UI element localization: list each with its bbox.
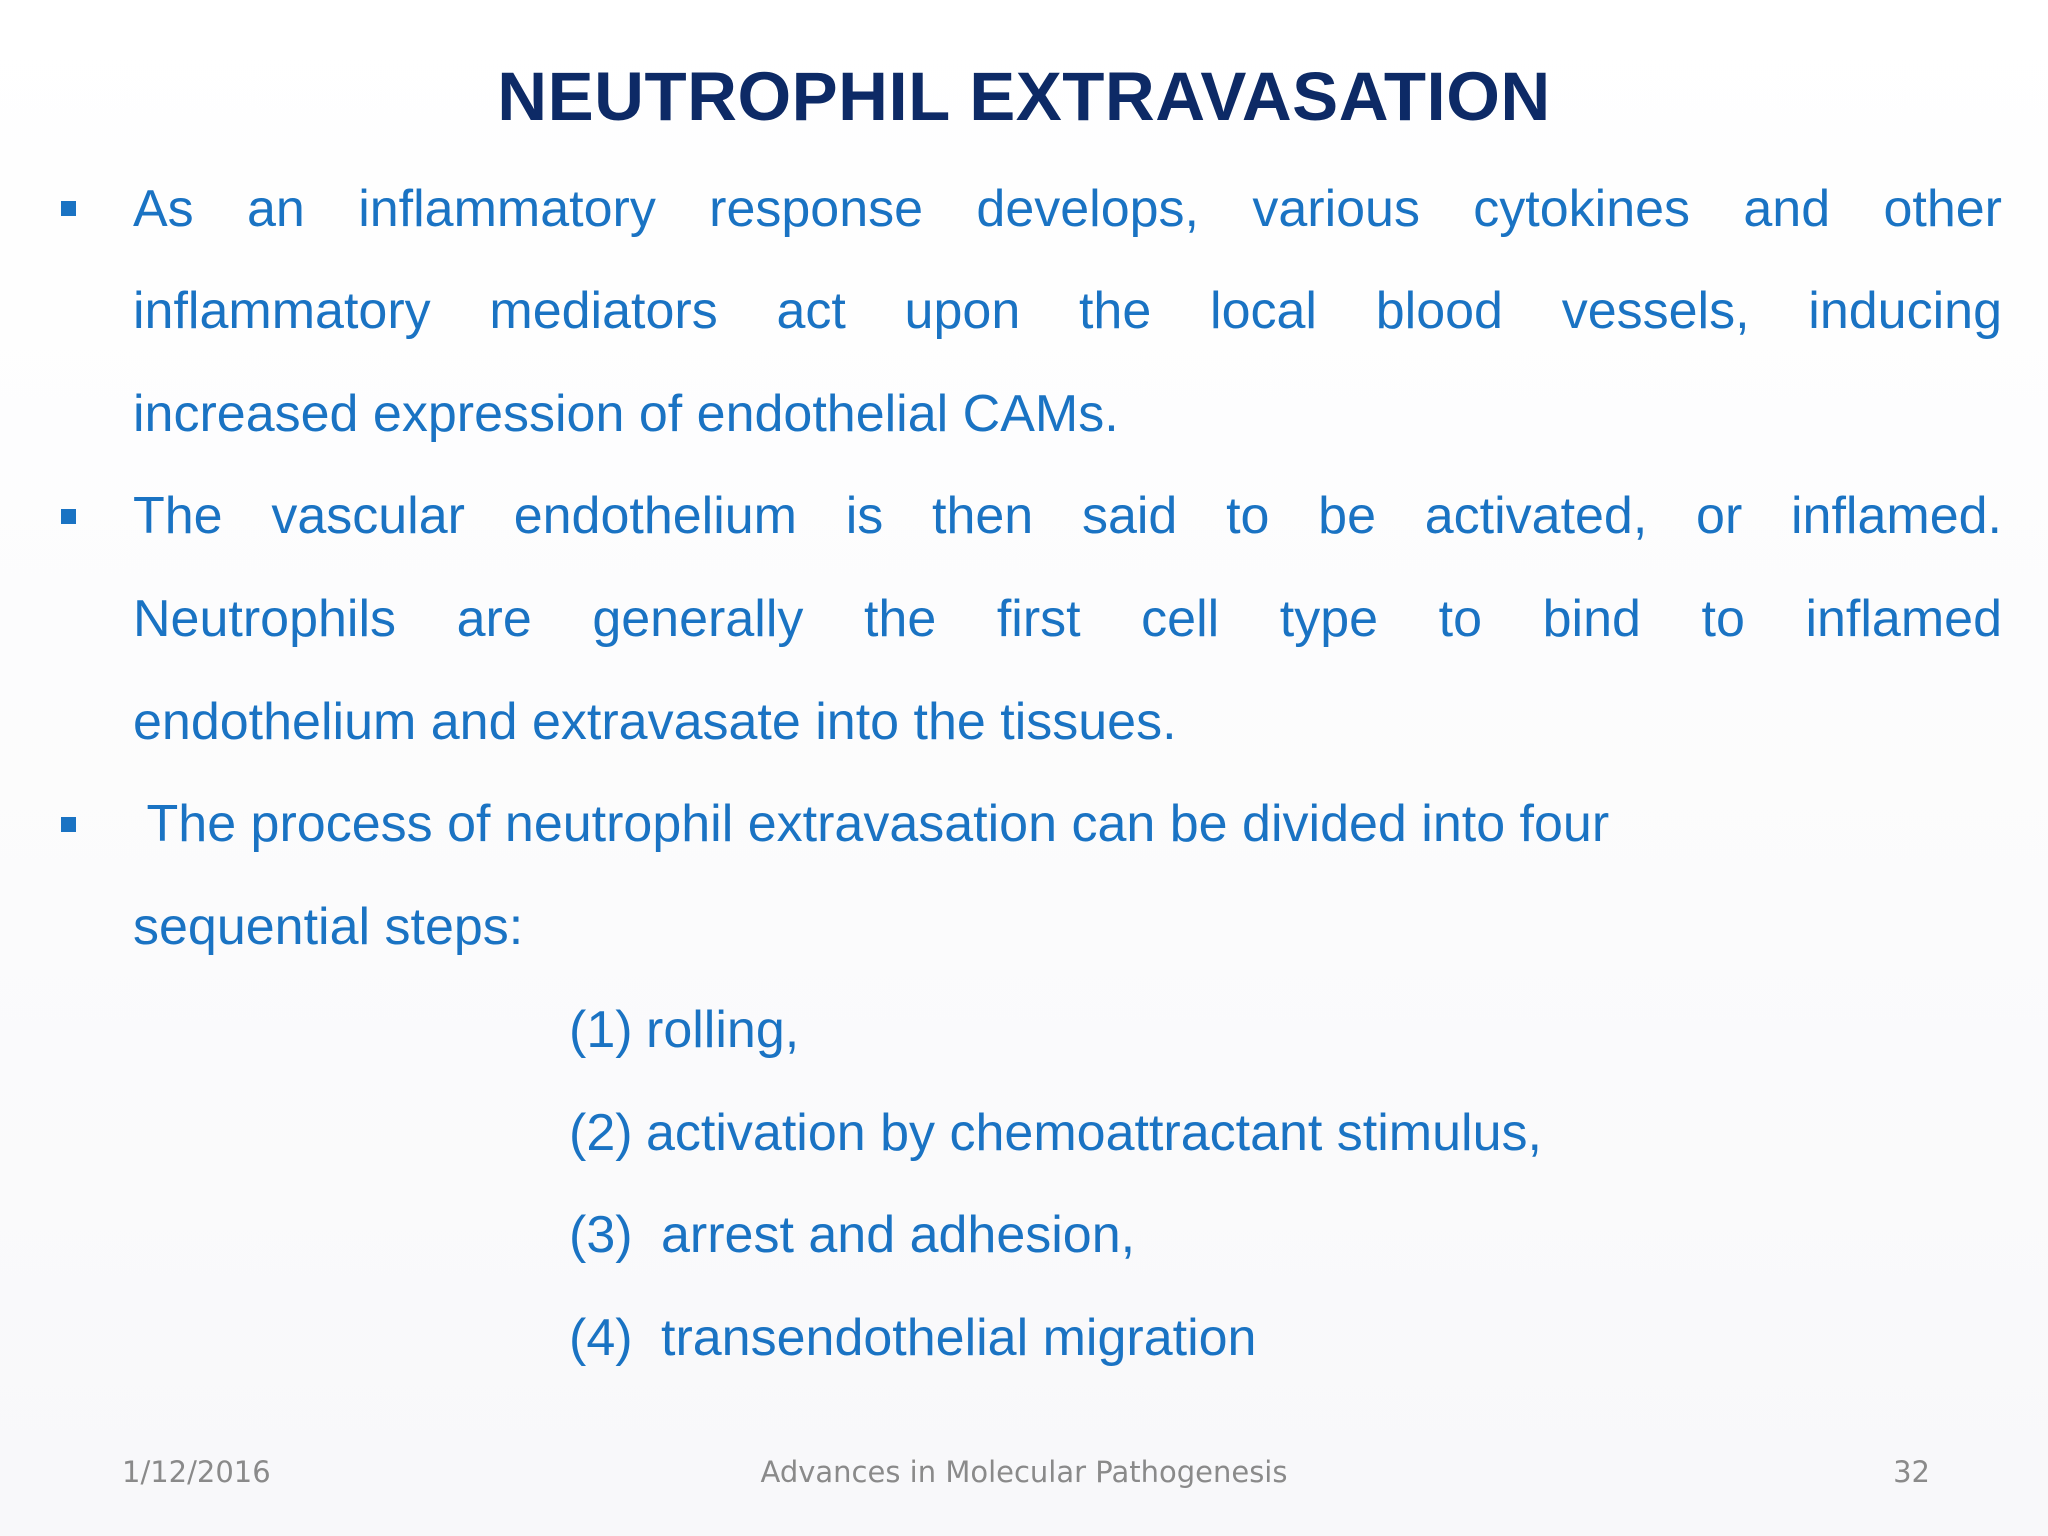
bullet-1-line-2: inflammatory mediators act upon the local blood vessels, inducing — [133, 282, 2002, 340]
bullet-2-line-1: The vascular endothelium is then said to be activated, or inflamed. — [133, 487, 2002, 545]
step-3-text: arrest and adhesion, — [661, 1206, 1136, 1264]
bullet-2-line-2: Neutrophils are generally the first cell type to bind to inflamed — [133, 590, 2002, 648]
slide-number: 32 — [1893, 1455, 1930, 1489]
step-3-number: (3) — [569, 1206, 633, 1264]
bullet-1-line-3: increased expression of endothelial CAMs. — [133, 385, 1119, 443]
bullet-3-line-2: sequential steps: — [133, 898, 524, 956]
bullet-marker-3 — [61, 817, 76, 832]
bullet-2-line-3: endothelium and extravasate into the tissues. — [133, 693, 1177, 751]
step-2-number: (2) — [569, 1104, 633, 1162]
step-2-text: activation by chemoattractant stimulus, — [646, 1104, 1542, 1162]
bullet-1-line-1: As an inflammatory response develops, various cytokines and other — [133, 180, 2002, 238]
step-1-text: rolling, — [646, 1001, 800, 1059]
step-4-text: transendothelial migration — [661, 1309, 1257, 1367]
bullet-marker-2 — [61, 509, 76, 524]
bullet-marker-1 — [61, 201, 76, 216]
step-4-number: (4) — [569, 1309, 633, 1367]
bullet-3-line-1: The process of neutrophil extravasation can be divided into four — [133, 795, 1610, 853]
footer-title: Advances in Molecular Pathogenesis — [760, 1455, 1288, 1489]
step-1-number: (1) — [569, 1001, 633, 1059]
slide-title: NEUTROPHIL EXTRAVASATION — [497, 58, 1551, 135]
footer-date: 1/12/2016 — [122, 1455, 271, 1489]
